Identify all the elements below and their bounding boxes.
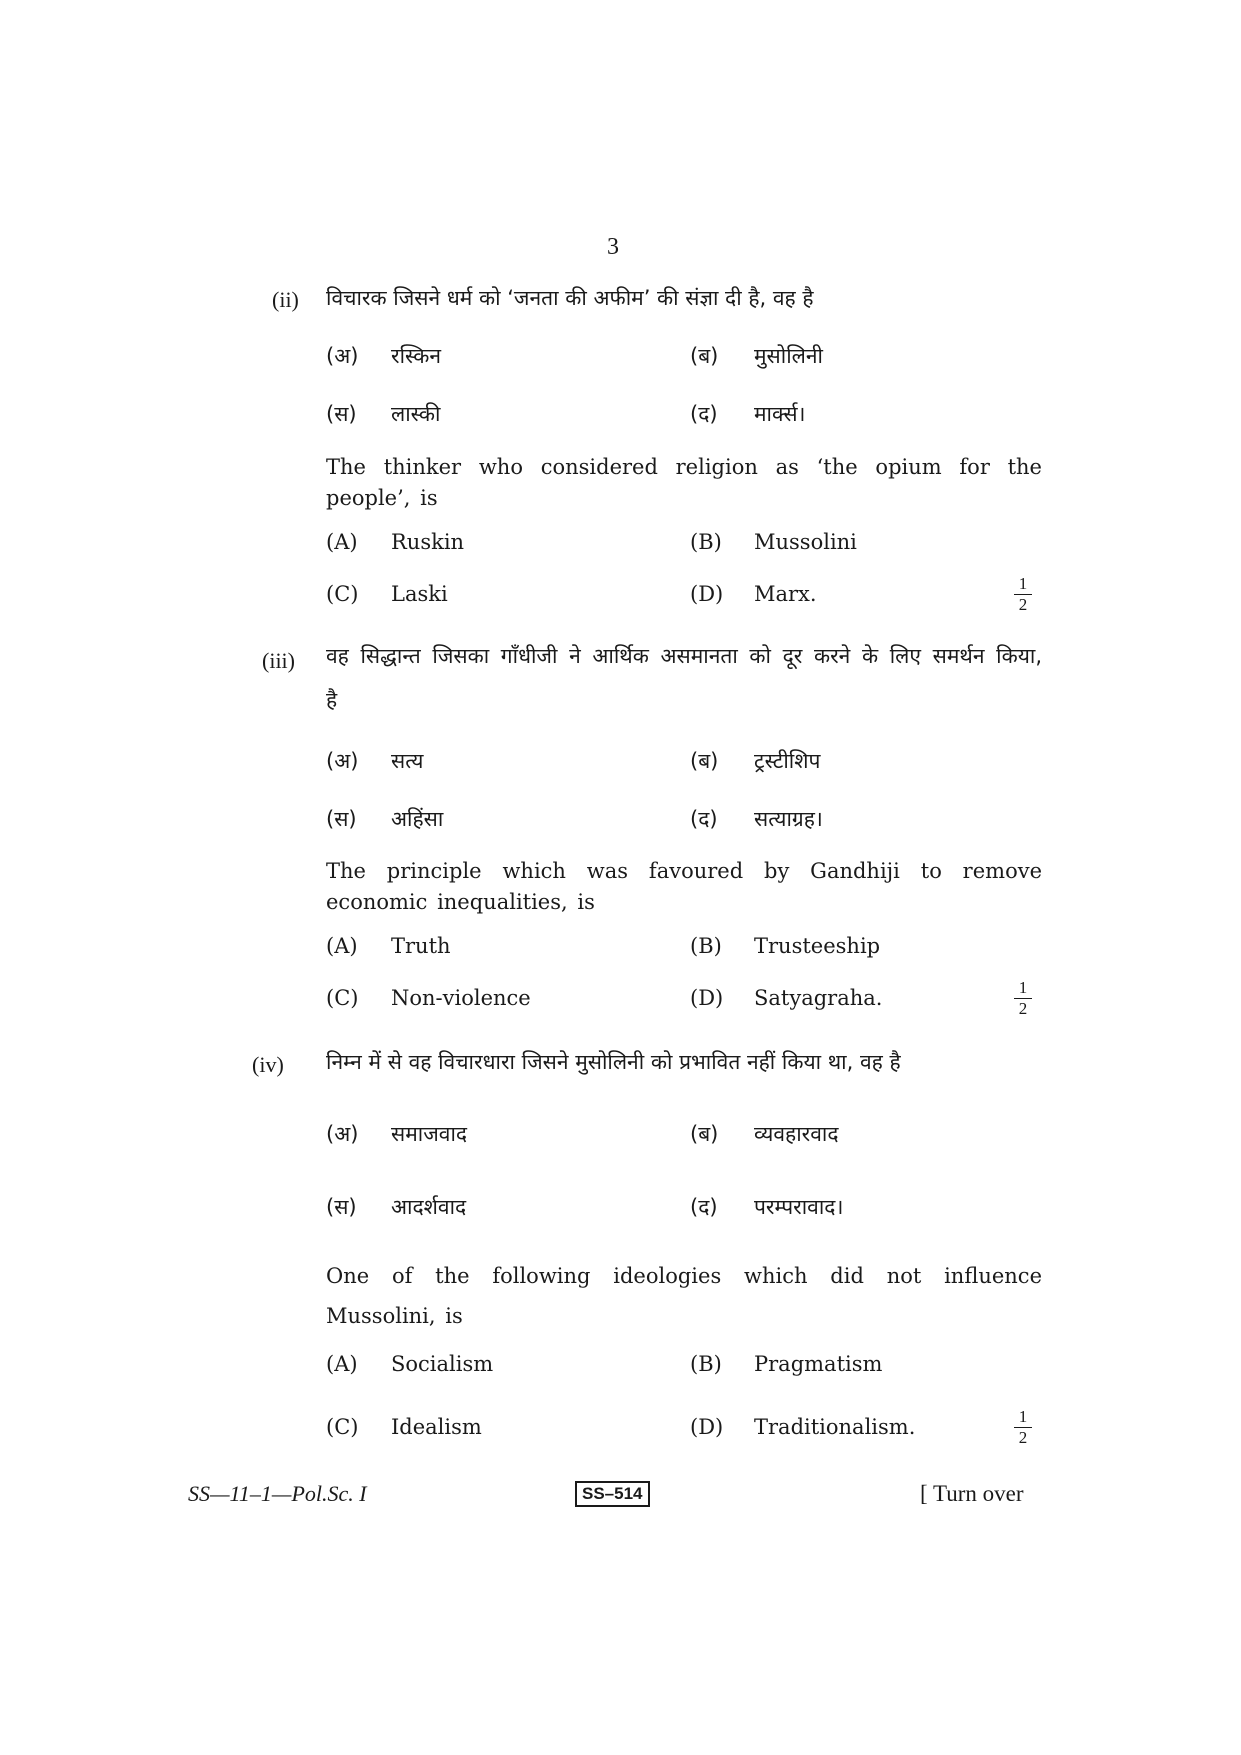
option-text: Socialism	[391, 1352, 494, 1376]
option-label: (A)	[326, 1352, 358, 1376]
option-label: (ब)	[690, 1122, 719, 1146]
option-text: सत्य	[391, 749, 424, 773]
option-label: (स)	[326, 807, 357, 831]
option-label: (C)	[326, 582, 359, 606]
option-text: परम्परावाद।	[754, 1195, 844, 1219]
english-stem: The principle which was favoured by Gandhiji to remove economic inequalities, is	[326, 859, 1042, 914]
option-label: (D)	[690, 1415, 724, 1439]
option-label: (ब)	[690, 749, 719, 773]
hindi-stem: निम्न में से वह विचारधारा जिसने मुसोलिनी को प्रभावित नहीं किया था, वह है	[326, 1050, 901, 1074]
english-stem: The thinker who considered religion as ‘the opium for the people’, is	[326, 455, 1042, 510]
option-label: (C)	[326, 986, 359, 1010]
option-label: (अ)	[326, 749, 359, 773]
option-text: सत्याग्रह।	[754, 807, 823, 831]
option-text: आदर्शवाद	[391, 1195, 467, 1219]
option-text: समाजवाद	[391, 1122, 468, 1146]
option-label: (B)	[690, 530, 722, 554]
footer-series-box: SS–514	[575, 1481, 650, 1507]
option-label: (C)	[326, 1415, 359, 1439]
option-label: (द)	[690, 402, 718, 426]
marks-half: $\frac{1}{2}$	[1014, 1408, 1032, 1447]
option-text: Traditionalism.	[754, 1415, 916, 1439]
option-text: Truth	[391, 934, 451, 958]
option-text: ट्रस्टीशिप	[754, 749, 821, 773]
option-text: Ruskin	[391, 530, 465, 554]
english-stem: One of the following ideologies which did not influence Mussolini, is	[326, 1264, 1042, 1328]
option-text: Marx.	[754, 582, 817, 606]
option-text: Non-violence	[391, 986, 531, 1010]
question-number: (iv)	[252, 1052, 284, 1077]
option-label: (स)	[326, 402, 357, 426]
hindi-stem: वह सिद्धान्त जिसका गाँधीजी ने आर्थिक असमानता को दूर करने के लिए समर्थन किया, है	[326, 644, 1042, 712]
option-text: व्यवहारवाद	[754, 1122, 839, 1146]
option-text: Trusteeship	[754, 934, 881, 958]
marks-half: $\frac{1}{2}$	[1014, 575, 1032, 614]
option-text: लास्की	[391, 402, 441, 426]
option-label: (D)	[690, 582, 724, 606]
option-label: (स)	[326, 1195, 357, 1219]
question-number: (ii)	[272, 287, 299, 312]
option-label: (अ)	[326, 1122, 359, 1146]
option-label: (अ)	[326, 344, 359, 368]
option-text: Laski	[391, 582, 448, 606]
option-label: (ब)	[690, 344, 719, 368]
page-number: 3	[607, 234, 619, 260]
hindi-stem: विचारक जिसने धर्म को ‘जनता की अफीम’ की संज्ञा दी है, वह है	[326, 286, 814, 310]
turn-over-label: [ Turn over	[920, 1481, 1024, 1506]
option-label: (द)	[690, 1195, 718, 1219]
option-text: Pragmatism	[754, 1352, 883, 1376]
option-label: (A)	[326, 934, 358, 958]
option-text: Satyagraha.	[754, 986, 883, 1010]
option-text: मार्क्स।	[754, 402, 806, 426]
option-label: (द)	[690, 807, 718, 831]
option-text: Mussolini	[754, 530, 857, 554]
question-number: (iii)	[262, 648, 295, 673]
option-label: (A)	[326, 530, 358, 554]
option-label: (D)	[690, 986, 724, 1010]
option-text: रस्किन	[391, 344, 441, 368]
option-label: (B)	[690, 1352, 722, 1376]
option-label: (B)	[690, 934, 722, 958]
footer-paper-code: SS—11–1—Pol.Sc. I	[188, 1481, 367, 1506]
option-text: अहिंसा	[391, 807, 444, 831]
option-text: Idealism	[391, 1415, 482, 1439]
marks-half: $\frac{1}{2}$	[1014, 979, 1032, 1018]
option-text: मुसोलिनी	[754, 344, 823, 368]
